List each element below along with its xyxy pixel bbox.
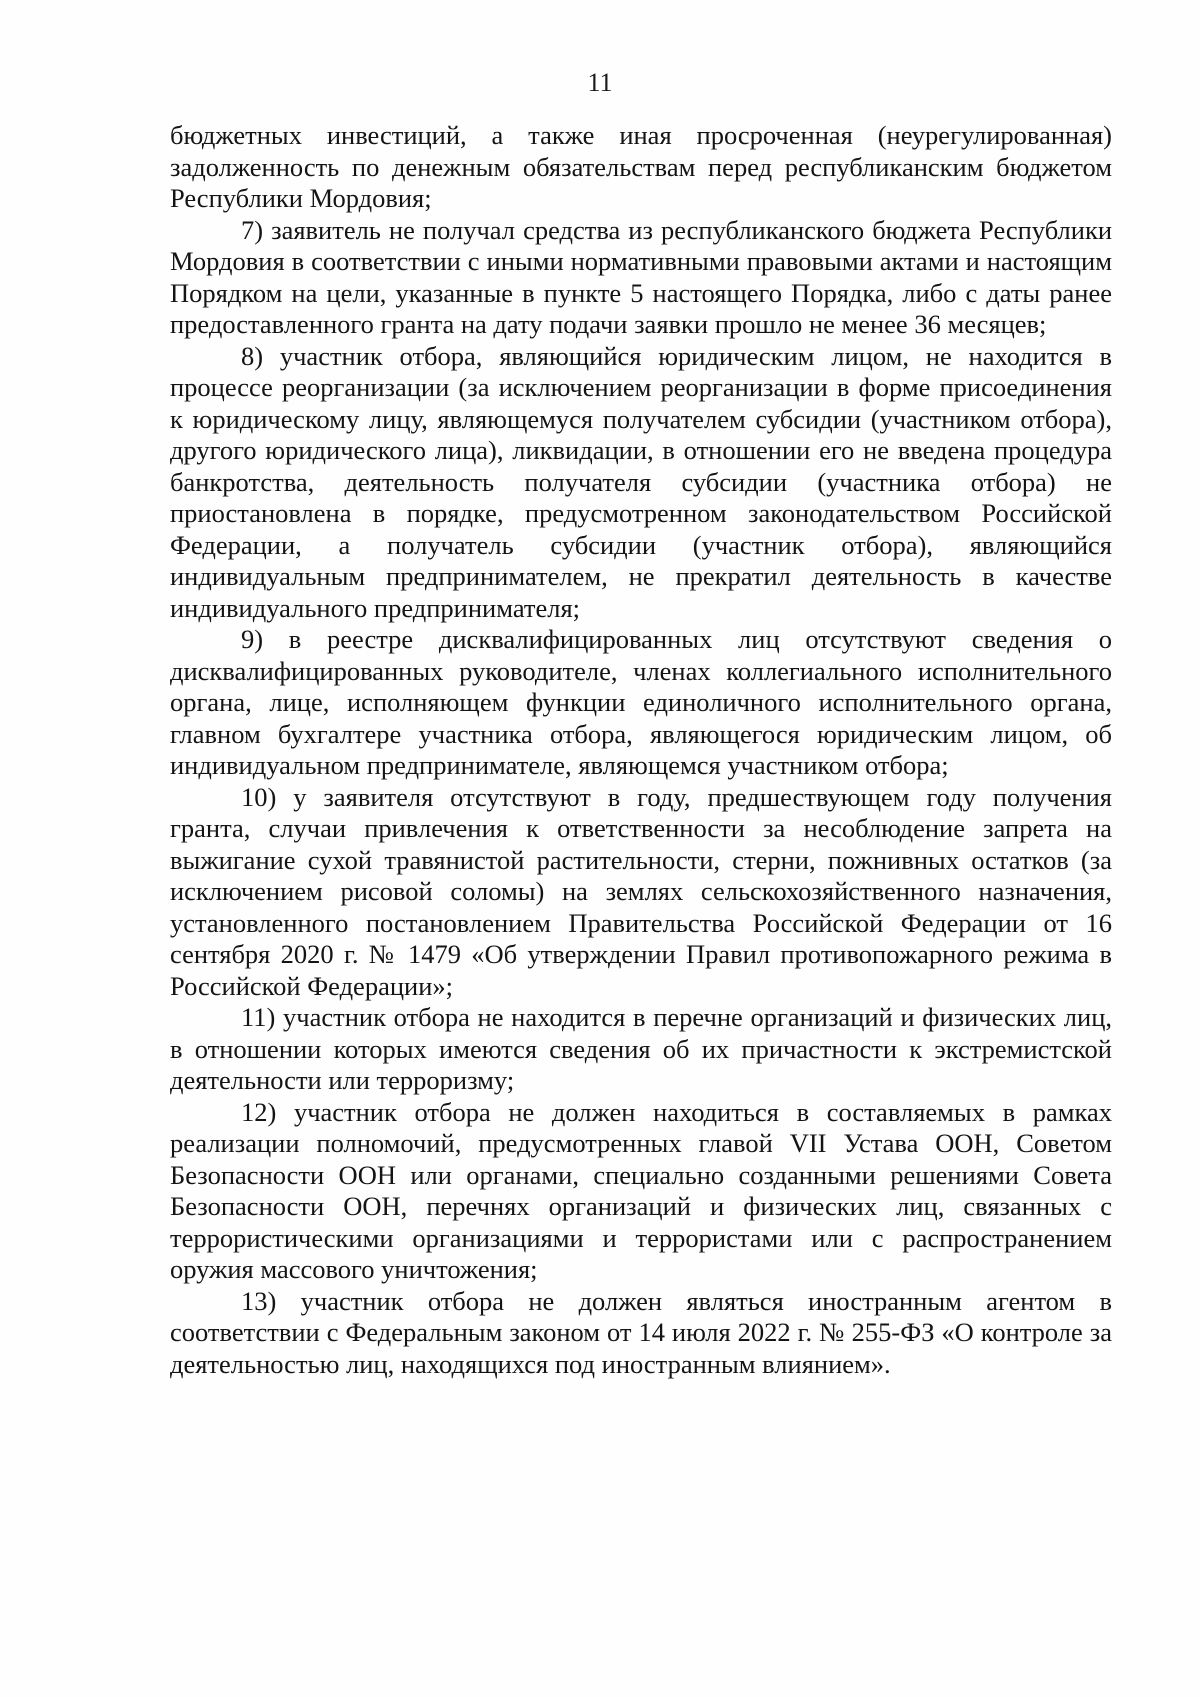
paragraph-item-12: 12) участник отбора не должен находиться в составляемых в рамках реализации полномочий, предусмотренных главой VII Устава ООН, Советом Безопасности ООН или органами, специально созданными решениями Совета Безопасности ООН, перечнях организаций и физических лиц, связанных с террористическими организациями и террористами или с распространением оружия массового уничтожения; [170, 1096, 1112, 1284]
page-number: 11 [587, 68, 613, 97]
paragraph-item-13: 13) участник отбора не должен являться иностранным агентом в соответствии с Федеральным законом от 14 июля 2022 г. № 255-ФЗ «О контроле за деятельностью лиц, находящихся под иностранным влиянием». [170, 1285, 1112, 1379]
document-body [170, 120, 1112, 1380]
paragraph-item-10: 10) у заявителя отсутствуют в году, предшествующем году получения гранта, случаи привлечения к ответственности за несоблюдение запрета на выжигание сухой травянистой растительности, стерни, пожнивных остатков (за исключением рисовой соломы) на землях сельскохозяйственного назначения, установленного постановлением Правительства Российской Федерации от 16 сентября 2020 г. № 1479 «Об утверждении Правил противопожарного режима в Российской Федерации»; [170, 781, 1112, 1001]
paragraph-continuation: бюджетных инвестиций, а также иная просроченная (неурегулированная) задолженность по денежным обязательствам перед республиканским бюджетом Республики Мордовия; [170, 120, 1112, 213]
paragraph-item-9: 9) в реестре дисквалифицированных лиц отсутствуют сведения о дисквалифицированных руководителе, членах коллегиального исполнительного органа, лице, исполняющем функции единоличного исполнительного органа, главном бухгалтере участника отбора, являющегося юридическим лицом, об индивидуальном предпринимателе, являющемся участником отбора; [170, 624, 1112, 780]
paragraph-item-8: 8) участник отбора, являющийся юридическим лицом, не находится в процессе реорганизации (за исключением реорганизации в форме присоединения к юридическому лицу, являющемуся получателем субсидии (участником отбора), другого юридического лица), ликвидации, в отношении его не введена процедура банкротства, деятельность получателя субсидии (участника отбора) не приостановлена в порядке, предусмотренном законодательством Российской Федерации, а получатель субсидии (участник отбора), являющийся индивидуальным предпринимателем, не прекратил деятельность в качестве индивидуального предпринимателя; [170, 340, 1112, 623]
paragraph-item-7: 7) заявитель не получал средства из республиканского бюджета Республики Мордовия в соответствии с иными нормативными правовыми актами и настоящим Порядком на цели, указанные в пункте 5 настоящего Порядка, либо с даты ранее предоставленного гранта на дату подачи заявки прошло не менее 36 месяцев; [170, 214, 1112, 339]
paragraph-item-11: 11) участник отбора не находится в перечне организаций и физических лиц, в отношении которых имеются сведения об их причастности к экстремистской деятельности или терроризму; [170, 1002, 1112, 1095]
